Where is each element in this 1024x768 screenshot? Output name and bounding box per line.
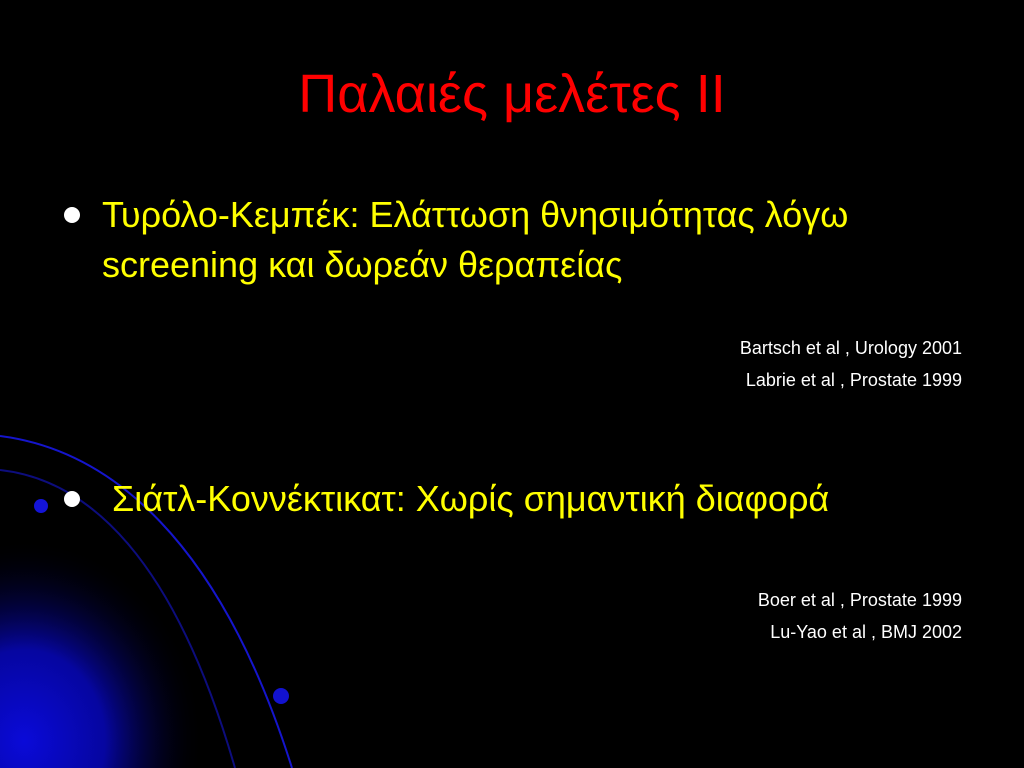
bullet-item-2 (64, 474, 964, 574)
bullet-dot-icon (64, 491, 80, 507)
bullet-text-2: Σιάτλ-Κοννέκτικατ: Χωρίς σημαντική διαφορά (102, 478, 830, 519)
blue-dot-small (34, 499, 48, 513)
bullet-item-1 (64, 190, 964, 290)
reference-2: Labrie et al , Prostate 1999 (745, 370, 962, 390)
reference-3: Boer et al , Prostate 1999 (757, 590, 962, 610)
reference-4: Lu-Yao et al , BMJ 2002 (770, 622, 962, 642)
bullet-dot-icon (64, 207, 80, 223)
reference-1: Bartsch et al , Urology 2001 (739, 338, 962, 358)
slide-title: Παλαιές μελέτες ΙΙ (298, 64, 726, 124)
blue-dot-large (273, 688, 289, 704)
bullet-text-1: Τυρόλο-Κεμπέκ: Ελάττωση θνησιμότητας λόγω screening και δωρεάν θεραπείας (102, 194, 849, 285)
